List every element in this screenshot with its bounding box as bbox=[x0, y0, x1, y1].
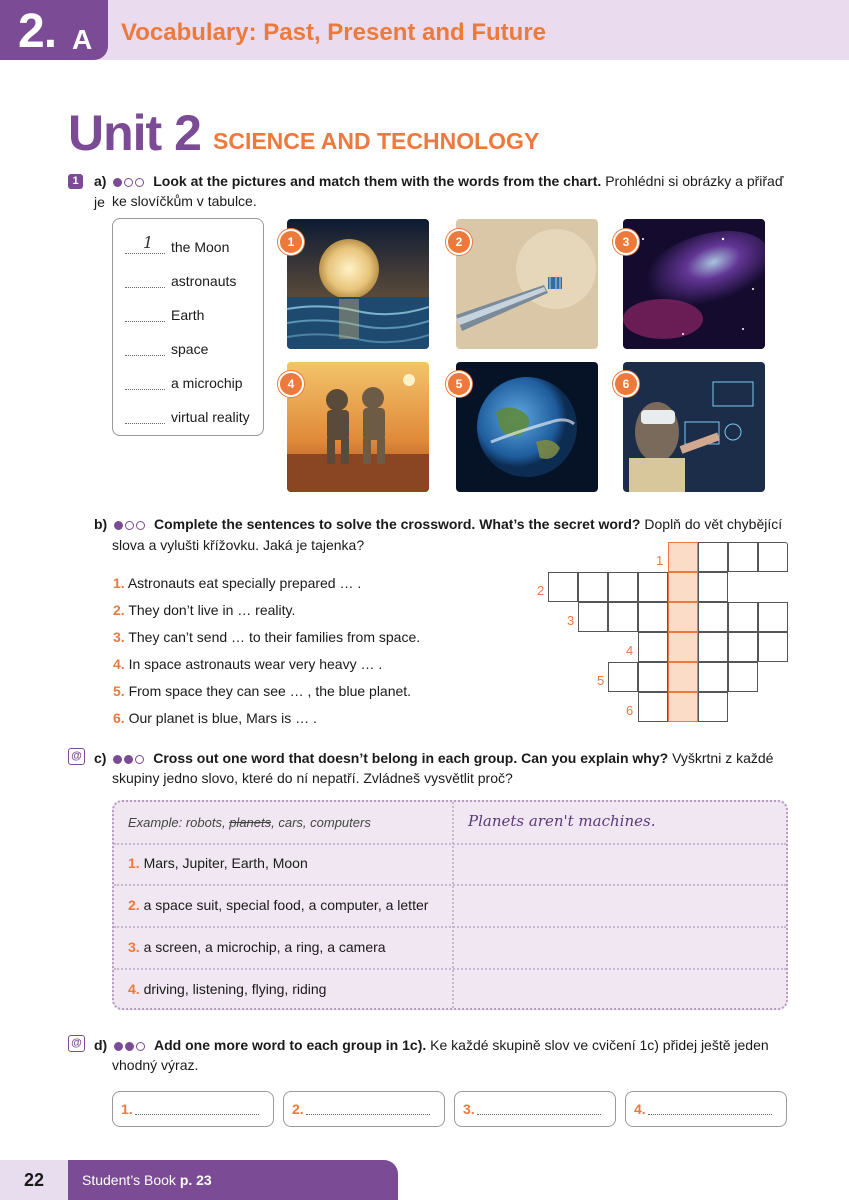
sentence-text: They don’t live in … reality. bbox=[128, 602, 296, 618]
example-label: Example: bbox=[128, 815, 183, 830]
crossword-cell[interactable] bbox=[608, 662, 638, 692]
crossword-cell[interactable] bbox=[638, 662, 668, 692]
answer-box[interactable] bbox=[454, 1091, 616, 1127]
table-row[interactable] bbox=[114, 969, 786, 1010]
crossword-cell[interactable] bbox=[728, 602, 758, 632]
sentence-number: 1. bbox=[113, 575, 125, 591]
box-number: 1. bbox=[121, 1101, 133, 1117]
answer-line[interactable] bbox=[125, 423, 165, 424]
row-number: 2. bbox=[128, 897, 140, 913]
crossword-cell[interactable] bbox=[728, 632, 758, 662]
crossword-cell[interactable] bbox=[608, 572, 638, 602]
answer-box[interactable] bbox=[625, 1091, 787, 1127]
group-text: a space suit, special food, a computer, a letter bbox=[143, 897, 429, 913]
crossword-row-number: 2 bbox=[537, 583, 545, 598]
unit-subtitle: SCIENCE AND TECHNOLOGY bbox=[213, 128, 540, 154]
difficulty-dots-icon bbox=[114, 1036, 147, 1056]
group-cell bbox=[128, 885, 428, 926]
instruction-d-en: Add one more word to each group in 1c). bbox=[154, 1037, 427, 1053]
instruction-b bbox=[94, 514, 794, 535]
crossword-cell[interactable] bbox=[668, 632, 698, 662]
footer-ref-page: p. 23 bbox=[179, 1172, 212, 1188]
odd-one-out-table bbox=[112, 800, 788, 1010]
table-row-example bbox=[114, 802, 786, 845]
crossword-cell[interactable] bbox=[638, 692, 668, 722]
unit-title: Unit 2 bbox=[68, 105, 201, 161]
word-label: a microchip bbox=[171, 375, 243, 391]
instruction-c-cz: Vyškrtni z každé bbox=[672, 750, 774, 766]
crossword-cell[interactable] bbox=[638, 602, 668, 632]
example-word: robots, bbox=[185, 815, 226, 830]
table-row[interactable] bbox=[114, 885, 786, 928]
picture-number-badge: 3 bbox=[613, 229, 639, 255]
word-label: Earth bbox=[171, 307, 205, 323]
online-at-icon: @ bbox=[68, 1035, 85, 1052]
sentence bbox=[113, 710, 317, 726]
crossword-cell[interactable] bbox=[608, 602, 638, 632]
footer-reference bbox=[82, 1172, 212, 1188]
crossword-cell[interactable] bbox=[638, 632, 668, 662]
instruction-c bbox=[94, 748, 814, 769]
box-number: 3. bbox=[463, 1101, 475, 1117]
word-label: the Moon bbox=[171, 239, 230, 255]
task-label-a: a) bbox=[94, 173, 107, 189]
crossword-cell[interactable] bbox=[698, 662, 728, 692]
answer-box[interactable] bbox=[112, 1091, 274, 1127]
crossword-cell[interactable] bbox=[698, 632, 728, 662]
sentence-text: In space astronauts wear very heavy … . bbox=[128, 656, 383, 672]
crossword-cell[interactable] bbox=[668, 692, 698, 722]
picture-nebula bbox=[623, 219, 765, 349]
picture-virtual-reality bbox=[623, 362, 765, 492]
row-number: 3. bbox=[128, 939, 140, 955]
word-label: space bbox=[171, 341, 209, 357]
crossed-out-word: planets bbox=[229, 815, 272, 830]
crossword-cell[interactable] bbox=[668, 542, 698, 572]
box-number: 2. bbox=[292, 1101, 304, 1117]
crossword-cell[interactable] bbox=[758, 542, 788, 572]
sentence-text: They can’t send … to their families from space. bbox=[128, 629, 421, 645]
answer-line bbox=[135, 1114, 259, 1115]
instruction-c-line2: skupiny jedno slovo, které do ní nepatří. Zvládneš vysvětlit proč? bbox=[112, 770, 513, 786]
example-cell bbox=[128, 802, 371, 843]
answer-line[interactable] bbox=[125, 287, 165, 288]
box-number: 4. bbox=[634, 1101, 646, 1117]
crossword-cell[interactable] bbox=[758, 632, 788, 662]
answer-line bbox=[306, 1114, 430, 1115]
picture-number-badge: 1 bbox=[278, 229, 304, 255]
crossword-cell[interactable] bbox=[548, 572, 578, 602]
instruction-a-line2: ke slovíčkům v tabulce. bbox=[112, 193, 257, 209]
task-label-c: c) bbox=[94, 750, 107, 766]
answer-line bbox=[477, 1114, 601, 1115]
group-text: a screen, a microchip, a ring, a camera bbox=[143, 939, 386, 955]
picture-number-badge: 5 bbox=[446, 371, 472, 397]
picture-microchip bbox=[456, 219, 598, 349]
group-cell bbox=[128, 927, 386, 968]
sentence-text: Our planet is blue, Mars is … . bbox=[128, 710, 317, 726]
sentence bbox=[113, 575, 361, 591]
instruction-d-cz: Ke každé skupině slov ve cvičení 1c) přidej ještě jeden bbox=[430, 1037, 769, 1053]
picture-earth bbox=[456, 362, 598, 492]
answer-line[interactable] bbox=[125, 253, 165, 254]
section-badge bbox=[0, 0, 108, 60]
crossword-cell[interactable] bbox=[668, 602, 698, 632]
section-title: Vocabulary: Past, Present and Future bbox=[121, 19, 547, 46]
crossword-row-number: 4 bbox=[626, 643, 634, 658]
group-cell bbox=[128, 969, 326, 1010]
example-word: , cars, computers bbox=[271, 815, 371, 830]
unit-number: 2. bbox=[18, 5, 57, 58]
picture-number-badge: 6 bbox=[613, 371, 639, 397]
example-answer: Planets aren't machines. bbox=[468, 812, 656, 830]
crossword bbox=[520, 540, 800, 730]
task-label-b: b) bbox=[94, 516, 108, 532]
difficulty-dots-icon bbox=[114, 515, 147, 535]
crossword-cell[interactable] bbox=[758, 602, 788, 632]
group-cell bbox=[128, 843, 308, 884]
sentence bbox=[113, 602, 295, 618]
answer-line[interactable] bbox=[125, 389, 165, 390]
instruction-b-line2: slova a vylušti křížovku. Jaká je tajenka? bbox=[112, 537, 365, 553]
answer-line[interactable] bbox=[125, 355, 165, 356]
sentence bbox=[113, 656, 382, 672]
crossword-row-number: 5 bbox=[597, 673, 605, 688]
sentence-number: 2. bbox=[113, 602, 125, 618]
crossword-cell[interactable] bbox=[728, 662, 758, 692]
group-text: driving, listening, flying, riding bbox=[143, 981, 327, 997]
picture-number-badge: 4 bbox=[278, 371, 304, 397]
crossword-cell[interactable] bbox=[578, 602, 608, 632]
crossword-cell[interactable] bbox=[698, 692, 728, 722]
crossword-cell[interactable] bbox=[698, 572, 728, 602]
exercise-number-badge: 1 bbox=[68, 174, 83, 189]
table-row[interactable] bbox=[114, 927, 786, 970]
sentence bbox=[113, 629, 420, 645]
footer-ref-text: Student’s Book bbox=[82, 1172, 176, 1188]
handwritten-answer: 1 bbox=[143, 233, 154, 252]
sentence-number: 3. bbox=[113, 629, 125, 645]
word-label: astronauts bbox=[171, 273, 237, 289]
answer-box[interactable] bbox=[283, 1091, 445, 1127]
picture-moon bbox=[287, 219, 429, 349]
sentence-text: From space they can see … , the blue planet. bbox=[128, 683, 412, 699]
sentence-text: Astronauts eat specially prepared … . bbox=[127, 575, 362, 591]
instruction-c-en: Cross out one word that doesn’t belong in each group. Can you explain why? bbox=[153, 750, 669, 766]
crossword-cell[interactable] bbox=[668, 572, 698, 602]
group-text: Mars, Jupiter, Earth, Moon bbox=[143, 855, 308, 871]
crossword-row-number: 3 bbox=[567, 613, 575, 628]
picture-number-badge: 2 bbox=[446, 229, 472, 255]
sentence-number: 4. bbox=[113, 656, 125, 672]
crossword-cell[interactable] bbox=[698, 602, 728, 632]
picture-astronauts bbox=[287, 362, 429, 492]
page-number: 22 bbox=[0, 1160, 68, 1200]
sentence-number: 5. bbox=[113, 683, 125, 699]
word-label: virtual reality bbox=[171, 409, 250, 425]
row-number: 1. bbox=[128, 855, 140, 871]
difficulty-dots-icon bbox=[113, 749, 146, 769]
instruction-d-line2: vhodný výraz. bbox=[112, 1057, 199, 1073]
instruction-d bbox=[94, 1035, 814, 1056]
row-number: 4. bbox=[128, 981, 140, 997]
instruction-a-cz: Prohlédni si obrázky a přiřaď je bbox=[94, 173, 784, 211]
instruction-a-en: Look at the pictures and match them with the words from the chart. bbox=[153, 173, 602, 189]
crossword-cell[interactable] bbox=[578, 572, 608, 602]
section-letter: A bbox=[72, 24, 93, 55]
instruction-b-cz: Doplň do vět chybějící bbox=[644, 516, 783, 532]
crossword-cell[interactable] bbox=[728, 542, 758, 572]
task-label-d: d) bbox=[94, 1037, 108, 1053]
crossword-cell[interactable] bbox=[698, 542, 728, 572]
online-at-icon: @ bbox=[68, 748, 85, 765]
table-row[interactable] bbox=[114, 843, 786, 886]
crossword-cell[interactable] bbox=[638, 572, 668, 602]
word-chart bbox=[112, 218, 264, 436]
answer-line bbox=[648, 1114, 772, 1115]
crossword-row-number: 1 bbox=[656, 553, 664, 568]
instruction-b-en: Complete the sentences to solve the crossword. What’s the secret word? bbox=[154, 516, 641, 532]
sentence-number: 6. bbox=[113, 710, 125, 726]
sentence bbox=[113, 683, 411, 699]
answer-line[interactable] bbox=[125, 321, 165, 322]
crossword-row-number: 6 bbox=[626, 703, 634, 718]
difficulty-dots-icon bbox=[113, 172, 146, 192]
crossword-cell[interactable] bbox=[668, 662, 698, 692]
